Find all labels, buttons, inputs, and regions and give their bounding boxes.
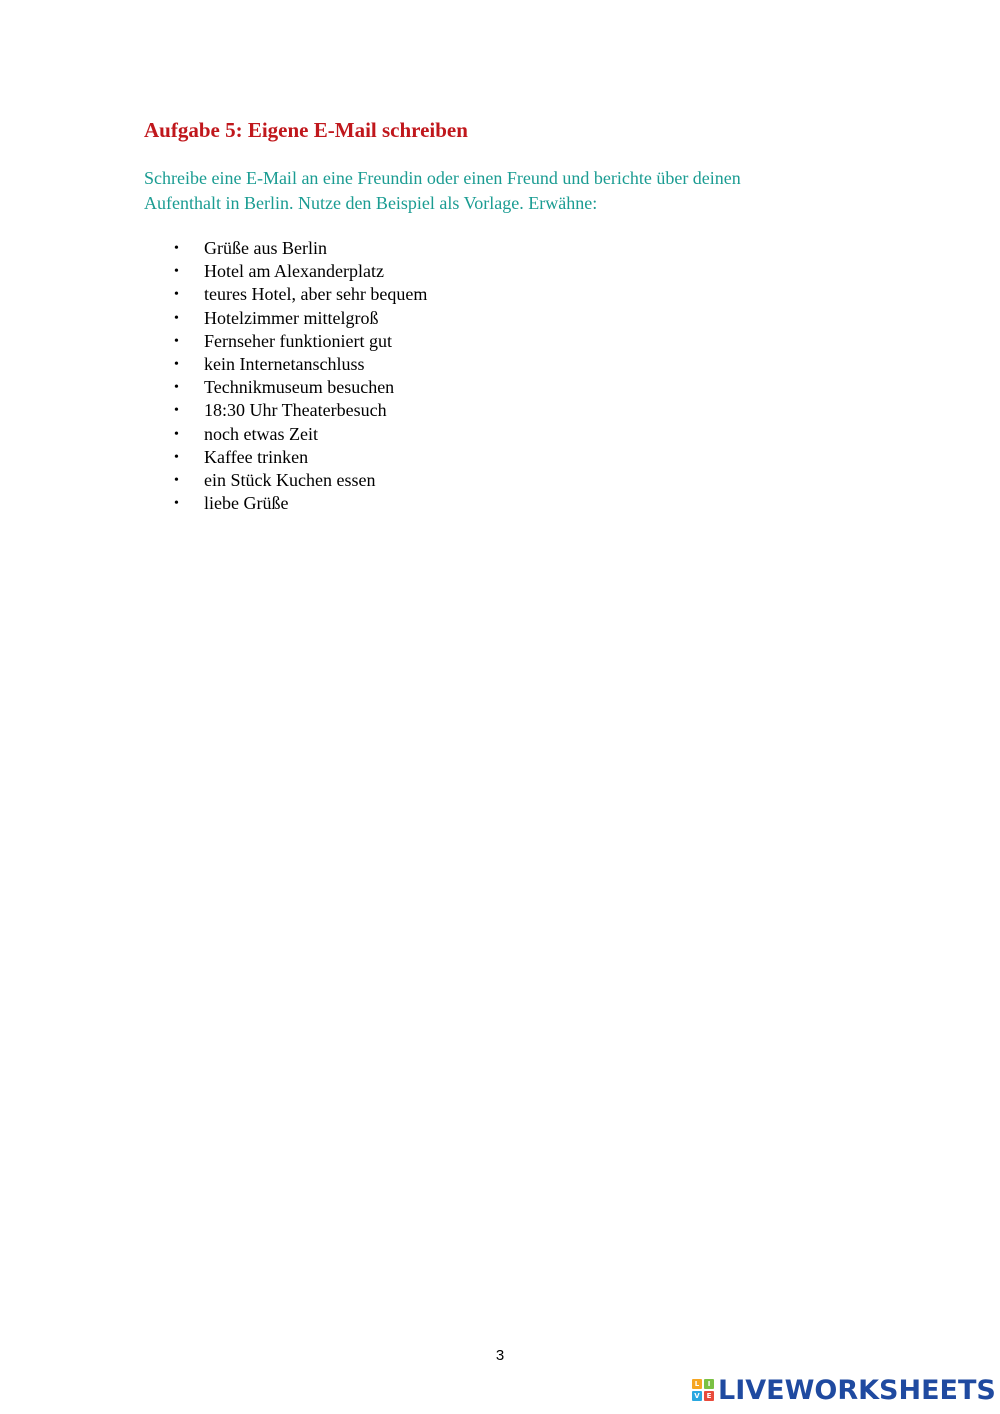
page-number: 3 (495, 1347, 505, 1364)
bullet-icon: • (174, 496, 179, 512)
list-item-text: 18:30 Uhr Theaterbesuch (204, 400, 387, 421)
liveworksheets-wordmark: LIVEWORKSHEETS (718, 1374, 996, 1406)
list-item-text: liebe Grüße (204, 493, 289, 514)
list-item-text: Technikmuseum besuchen (204, 377, 395, 398)
page-title: Aufgabe 5: Eigene E-Mail schreiben (144, 118, 468, 142)
bullet-icon: • (174, 426, 179, 442)
liveworksheets-logo-icon (692, 1379, 714, 1401)
list-item-text: teures Hotel, aber sehr bequem (204, 284, 428, 305)
instructions-text (144, 166, 844, 216)
list-item-text: Kaffee trinken (204, 446, 309, 467)
logo-letter-l: L (692, 1379, 702, 1389)
list-item-text: Grüße aus Berlin (204, 238, 327, 258)
list-item-text: kein Internetanschluss (204, 353, 365, 374)
list-item-text: Fernseher funktioniert gut (204, 330, 392, 351)
bullet-icon: • (174, 403, 179, 419)
logo-letter-i: I (704, 1379, 714, 1389)
bullet-icon: • (174, 380, 179, 396)
bullet-icon: • (174, 333, 179, 349)
instructions-line-1: Schreibe eine E-Mail an eine Freundin oder einen Freund und berichte über deinen (144, 168, 741, 188)
list-item-text: Hotel am Alexanderplatz (204, 261, 384, 282)
instructions-line-2: Aufenthalt in Berlin. Nutze den Beispiel als Vorlage. Erwähne: (144, 193, 598, 213)
bullet-icon: • (174, 264, 179, 280)
list-item-text: ein Stück Kuchen essen (204, 469, 376, 490)
liveworksheets-brand (692, 1374, 996, 1406)
bullet-icon: • (174, 241, 179, 256)
logo-letter-v: V (692, 1391, 702, 1401)
list-item-text: Hotelzimmer mittelgroß (204, 307, 379, 328)
bullet-icon: • (174, 449, 179, 465)
list-item-text: noch etwas Zeit (204, 423, 318, 444)
bullet-icon: • (174, 356, 179, 372)
logo-letter-e: E (704, 1391, 714, 1401)
bullet-icon: • (174, 287, 179, 303)
bullet-icon: • (174, 472, 179, 488)
bullet-icon: • (174, 310, 179, 326)
